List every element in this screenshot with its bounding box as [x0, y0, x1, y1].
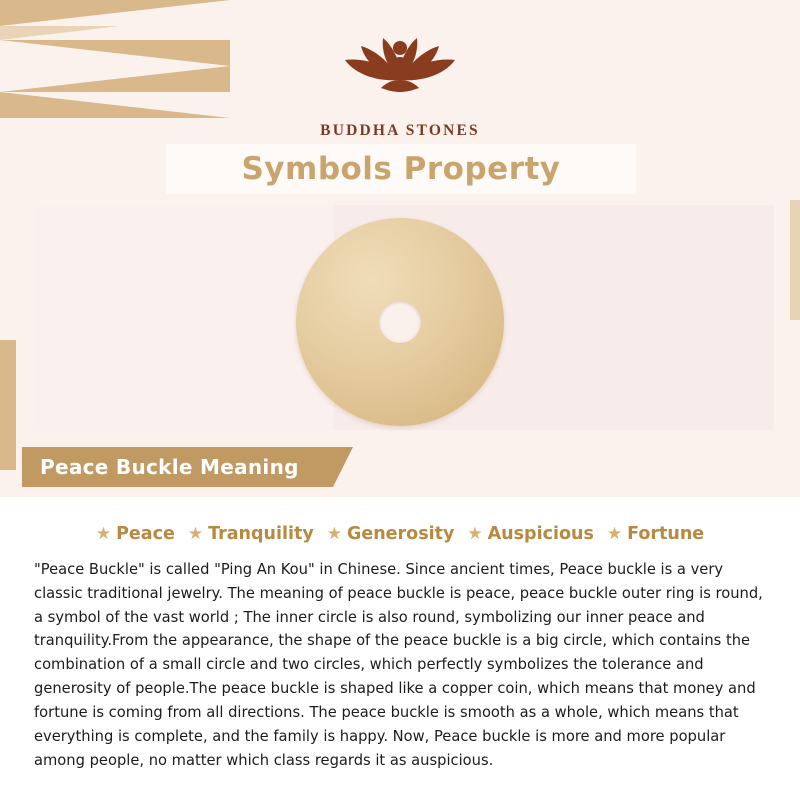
peace-buckle-center-hole	[379, 301, 421, 343]
star-icon: ★	[95, 523, 112, 544]
keyword-item	[467, 524, 593, 544]
keyword-item	[607, 524, 704, 544]
page-title: Symbols Property	[241, 151, 561, 187]
peace-buckle-disc	[296, 218, 504, 426]
keyword-list	[0, 497, 800, 544]
product-image	[0, 218, 800, 426]
keyword-label: Tranquility	[208, 524, 314, 544]
star-icon: ★	[326, 523, 342, 544]
star-icon: ★	[467, 523, 483, 544]
keyword-item	[96, 524, 175, 544]
star-icon: ★	[187, 523, 204, 544]
keyword-label: Peace	[116, 524, 175, 544]
lotus-meditation-figure-icon	[315, 18, 485, 118]
star-icon: ★	[606, 523, 623, 544]
page-title-band	[166, 144, 636, 194]
keyword-label: Auspicious	[487, 524, 594, 544]
keyword-label: Generosity	[346, 524, 455, 544]
brand-header	[0, 18, 800, 140]
keyword-item	[327, 524, 455, 544]
keyword-item	[188, 524, 314, 544]
body-panel	[0, 497, 800, 800]
section-label-text: Peace Buckle Meaning	[40, 455, 299, 479]
section-label-tab	[22, 447, 333, 487]
brand-name: BUDDHA STONES	[320, 122, 480, 139]
meaning-paragraph: "Peace Buckle" is called "Ping An Kou" in Chinese. Since ancient times, Peace buckle is a very classic traditional jewelry. The meaning of peace buckle is peace, peace buckle outer ring is round, a symbol of the vast world ; The inner circle is also round, symbolizing our inner peace and tranquility.From the appearance, the shape of the peace buckle is a big circle, which contains the combination of a small circle and two circles, which perfectly symbolizes the tolerance and generosity of people.The peace buckle is shaped like a copper coin, which means that money and fortune is coming from all directions. The peace buckle is smooth as a whole, which means that everything is complete, and the family is happy. Now, Peace buckle is more and more popular among people, no matter which class regards it as auspicious.	[34, 561, 763, 769]
keyword-label: Fortune	[627, 524, 705, 544]
